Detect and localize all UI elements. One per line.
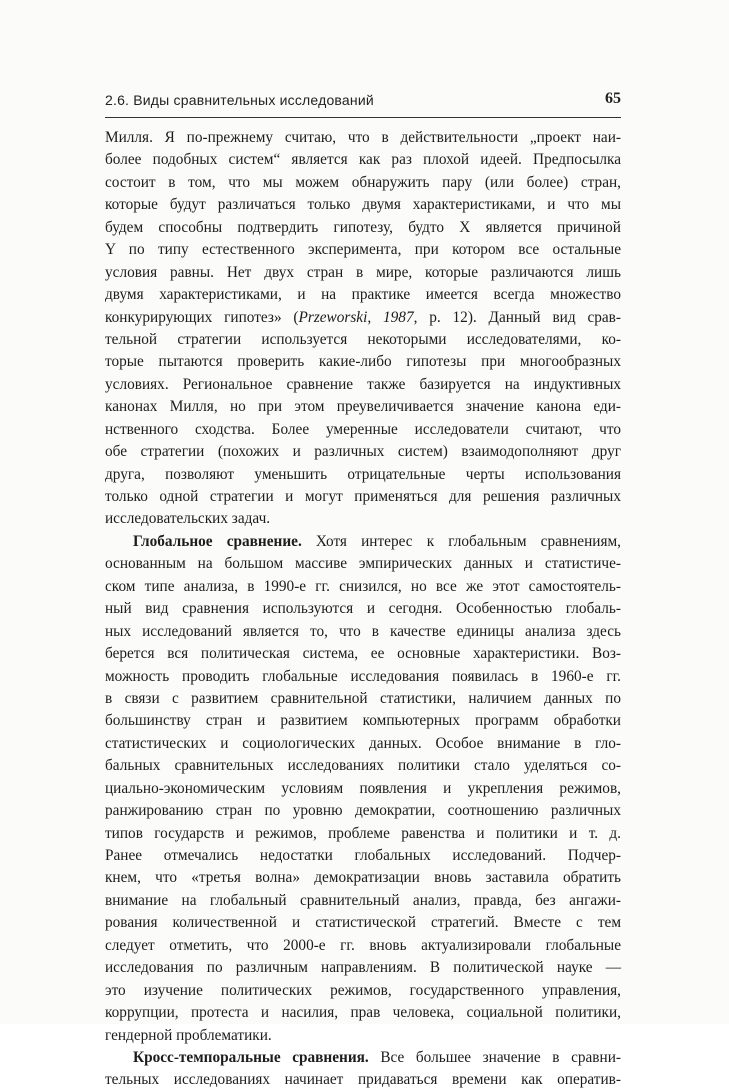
text-line: Ранее отмечались недостатки глобальных исследований. Подчер- — [105, 847, 621, 864]
text-line: большинству стран и развитием компьютерных программ обработки — [105, 712, 621, 730]
header-rule — [105, 117, 621, 118]
text-line: внимание на глобальный сравнительный анализ, правда, без ангажи- — [105, 891, 621, 909]
text-line: в связи с развитием сравнительной статистики, наличием данных по — [105, 689, 621, 707]
text-line: торые пытаются проверить какие-либо гипотезы при многообразных — [105, 353, 621, 371]
text-line: Y по типу естественного эксперимента, при котором все остальные — [105, 241, 621, 259]
text-line: ный вид сравнения используются и сегодня. Особенностью глобаль- — [105, 600, 621, 618]
text-line: следует отметить, что 2000-е гг. вновь актуализировали глобальные — [105, 936, 621, 954]
paragraph-1 — [105, 127, 621, 531]
text-line: кнем, что «третья волна» демократизации вновь заставила обратить — [105, 869, 621, 887]
text-line: основанным на большом массиве эмпирических данных и статистиче- — [105, 555, 621, 573]
text-line: обе стратегии (похожих и различных систем) взаимодополняют друг — [105, 443, 621, 461]
body-text — [105, 127, 621, 1092]
heading-line-rest: Хотя интерес к глобальным сравнениям, — [301, 532, 621, 550]
section-heading-cross-temporal: Кросс-темпоральные сравнения. — [133, 1048, 369, 1066]
text-line: гендерной проблематики. — [105, 1026, 272, 1044]
text-line: типов государств и режимов, проблеме равенства и политики и т. д. — [105, 824, 621, 842]
text-line: исследовательских задач. — [105, 510, 271, 528]
text-line: друга, позволяют уменьшить отрицательные черты использования — [105, 465, 621, 483]
text-line: можность проводить глобальные исследования появилась в 1960-е гг. — [105, 667, 621, 685]
text-line: рования количественной и статистической стратегий. Вместе с тем — [105, 914, 621, 932]
text-line: это изучение политических режимов, государственного управления, — [105, 981, 621, 999]
citation-after: , p. 12). Данный вид срав- — [413, 308, 621, 326]
paragraph-2 — [105, 531, 621, 1047]
citation-source: Przeworski, 1987 — [298, 308, 414, 326]
citation-lead: конкурирующих гипотез» ( — [105, 308, 299, 326]
text-line: циально-экономическим условиям появления и укрепления режимов, — [105, 779, 621, 797]
text-line: ском типе анализа, в 1990-е гг. снизился, но все же этот самостоятель- — [105, 577, 621, 595]
text-line: которые будут различаться только двумя характеристиками, и что мы — [105, 196, 621, 214]
text-line: тельных исследованиях начинает придаваться времени как оператив- — [105, 1071, 621, 1089]
text-line: Милля. Я по-прежнему считаю, что в действительности „проект наи- — [105, 129, 621, 146]
heading-line-rest: Все большее значение в сравни- — [368, 1048, 621, 1066]
text-line: ранжированию стран по уровню демократии, соотношению различных — [105, 802, 621, 820]
text-line: будем способны подтвердить гипотезу, будто X является причиной — [105, 218, 621, 236]
text-line: исследования по различным направлениям. В политической науке — — [105, 959, 621, 977]
text-line-with-heading — [105, 1047, 621, 1069]
text-line: нственного сходства. Более умеренные исследователи считают, что — [105, 420, 621, 438]
text-line: состоит в том, что мы можем обнаружить пару (или более) стран, — [105, 173, 621, 191]
text-line: условия равны. Нет двух стран в мире, которые различаются лишь — [105, 263, 621, 281]
text-line: условиях. Региональное сравнение также базируется на индуктивных — [105, 375, 621, 393]
text-line: канонах Милля, но при этом преувеличивается значение канона еди- — [105, 398, 621, 416]
section-heading-global: Глобальное сравнение. — [133, 532, 302, 550]
text-line: берется вся политическая система, ее основные характеристики. Воз- — [105, 645, 621, 663]
text-line: бальных сравнительных исследованиях политики стало уделяться со- — [105, 757, 621, 775]
text-line: коррупции, протеста и насилия, прав человека, социальной политики, — [105, 1004, 621, 1022]
text-line-with-citation — [105, 307, 621, 329]
page-number: 65 — [605, 90, 621, 107]
text-line-with-heading — [105, 531, 621, 553]
text-line: двумя характеристиками, и на практике имеется всегда множество — [105, 286, 621, 304]
running-head: 2.6. Виды сравнительных исследований — [105, 92, 374, 108]
text-line: статистических и социологических данных. Особое внимание в гло- — [105, 734, 621, 752]
text-line: ных исследований является то, что в качестве единицы анализа здесь — [105, 622, 621, 640]
text-line: тельной стратегии используется некоторыми исследователями, ко- — [105, 330, 621, 348]
page-header — [105, 90, 621, 112]
text-line: более подобных систем“ является как раз плохой идеей. Предпосылка — [105, 151, 621, 169]
paragraph-3 — [105, 1047, 621, 1092]
text-line: только одной стратегии и могут применяться для решения различных — [105, 488, 621, 505]
